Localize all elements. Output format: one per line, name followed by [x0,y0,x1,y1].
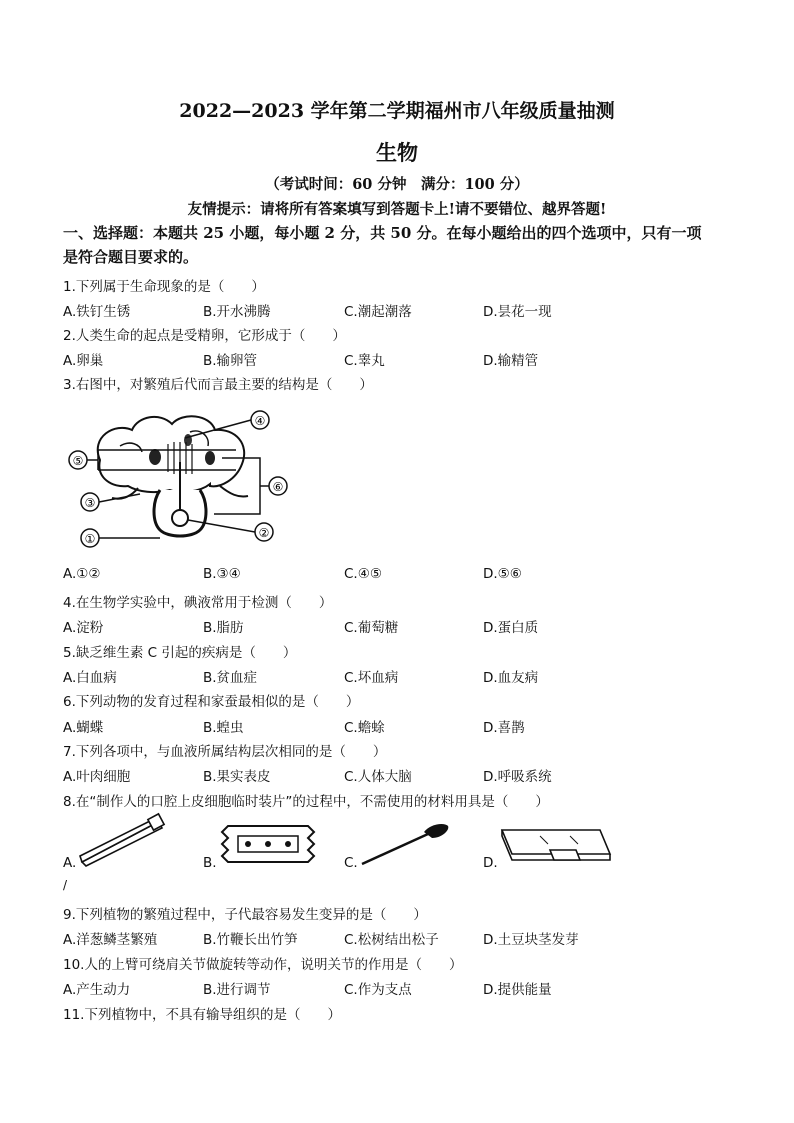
q3-option-b: B.③④ [203,566,241,582]
exam-title: 2022—2023 学年第二学期福州市八年级质量抽测 [179,100,615,122]
q9-option-c: C.松树结出松子 [344,932,439,948]
q7-option-b: B.果实表皮 [203,769,271,785]
diagram-label-2: ② [258,526,270,540]
q10-option-c: C.作为支点 [344,982,412,998]
q2-option-c: C.睾丸 [344,353,385,369]
q7-option-a: A.叶肉细胞 [63,769,131,785]
question-7-stem: 7.下列各项中，与血液所属结构层次相同的是（ ） [63,744,387,760]
q4-option-b: B.脂肪 [203,620,244,636]
q10-option-d: D.提供能量 [483,982,552,998]
glass-slide-image [500,824,612,866]
subject-title: 生物 [376,140,418,165]
diagram-label-6: ⑥ [272,480,284,494]
q5-option-d: D.血友病 [483,670,539,686]
tweezers-image [78,812,168,868]
question-3-stem: 3.右图中，对繁殖后代而言最主要的结构是（ ） [63,377,373,393]
dropper-image [358,822,452,868]
diagram-label-1: ① [84,532,96,546]
q3-option-a: A.①② [63,566,101,582]
q7-option-c: C.人体大脑 [344,769,412,785]
question-10-stem: 10.人的上臂可绕肩关节做旋转等动作，说明关节的作用是（ ） [63,957,463,973]
q9-option-d: D.土豆块茎发芽 [483,932,579,948]
q2-option-a: A.卵巢 [63,353,104,369]
q8-option-d: D. [483,855,498,871]
question-2-stem: 2.人类生命的起点是受精卵，它形成于（ ） [63,328,346,344]
q1-option-d: D.昙花一现 [483,304,552,320]
q6-option-c: C.蟾蜍 [344,720,385,736]
flower-structure-diagram [60,402,300,552]
question-5-stem: 5.缺乏维生素 C 引起的疾病是（ ） [63,645,297,661]
question-1-stem: 1.下列属于生命现象的是（ ） [63,279,265,295]
q6-option-d: D.喜鹊 [483,720,525,736]
q5-option-b: B.贫血症 [203,670,258,686]
q10-option-a: A.产生动力 [63,982,131,998]
q6-option-a: A.蝴蝶 [63,720,104,736]
q10-option-b: B.进行调节 [203,982,271,998]
q1-option-a: A.铁钉生锈 [63,304,131,320]
q2-option-b: B.输卵管 [203,353,258,369]
diagram-label-3: ③ [84,496,96,510]
q7-option-d: D.呼吸系统 [483,769,552,785]
stray-mark: / [63,878,68,892]
friendly-tip: 友情提示：请将所有答案填写到答题卡上!请不要错位、越界答题! [187,201,607,218]
section-heading-line2: 是符合题目要求的。 [63,248,199,266]
question-6-stem: 6.下列动物的发育过程和家蚕最相似的是（ ） [63,694,360,710]
q6-option-b: B.蝗虫 [203,720,244,736]
question-9-stem: 9.下列植物的繁殖过程中，子代最容易发生变异的是（ ） [63,907,427,923]
razor-blade-image [218,822,318,866]
q1-option-c: C.潮起潮落 [344,304,412,320]
q9-option-b: B.竹鞭长出竹笋 [203,932,298,948]
q8-option-a: A. [63,855,77,871]
q4-option-a: A.淀粉 [63,620,104,636]
q8-option-c: C. [344,855,358,871]
question-8-stem: 8.在“制作人的口腔上皮细胞临时装片”的过程中，不需使用的材料用具是（ ） [63,794,549,810]
diagram-label-4: ④ [254,414,266,428]
question-11-stem: 11.下列植物中，不具有输导组织的是（ ） [63,1007,341,1023]
q5-option-a: A.白血病 [63,670,117,686]
q9-option-a: A.洋葱鳞茎繁殖 [63,932,158,948]
q5-option-c: C.坏血病 [344,670,399,686]
question-4-stem: 4.在生物学实验中，碘液常用于检测（ ） [63,595,333,611]
q8-option-b: B. [203,855,217,871]
diagram-label-5: ⑤ [72,454,84,468]
section-heading-line1: 一、选择题：本题共 25 小题，每小题 2 分，共 50 分。在每小题给出的四个选项中，只有一项 [63,224,702,242]
q4-option-c: C.葡萄糖 [344,620,399,636]
q4-option-d: D.蛋白质 [483,620,539,636]
q3-option-c: C.④⑤ [344,566,382,582]
exam-info: （考试时间：60 分钟 满分：100 分） [265,176,529,193]
q3-option-d: D.⑤⑥ [483,566,522,582]
q2-option-d: D.输精管 [483,353,539,369]
q1-option-b: B.开水沸腾 [203,304,271,320]
